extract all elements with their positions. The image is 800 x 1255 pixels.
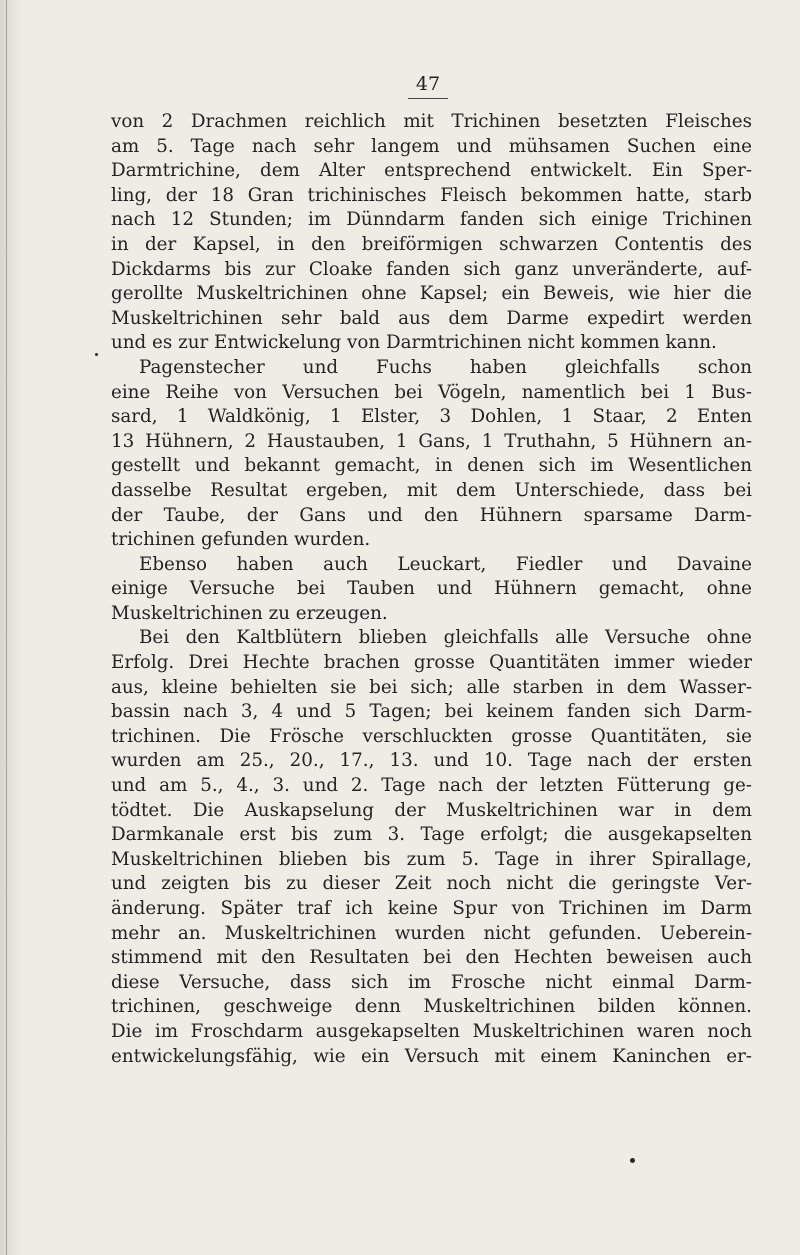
text-line: ling, der 18 Gran trichinisches Fleisch bekommen hatte, starb — [111, 184, 752, 206]
text-line: und am 5., 4., 3. und 2. Tage nach der letzten Fütterung ge- — [111, 775, 752, 797]
text-line: Muskeltrichinen sehr bald aus dem Darme expedirt werden — [111, 307, 752, 329]
text-line: trichinen, geschweige denn Muskeltrichinen bilden können. — [111, 996, 752, 1018]
ink-speck — [95, 353, 98, 356]
text-line: nach 12 Stunden; im Dünndarm fanden sich einige Trichinen — [111, 209, 752, 231]
text-line: Darmkanale erst bis zum 3. Tage erfolgt; die ausgekapselten — [111, 824, 752, 846]
text-line: Darmtrichine, dem Alter entsprechend entwickelt. Ein Sper- — [111, 160, 752, 182]
text-line: stimmend mit den Resultaten bei den Hechten beweisen auch — [111, 947, 752, 969]
text-line: Erfolg. Drei Hechte brachen grosse Quantitäten immer wieder — [111, 652, 752, 674]
text-line: trichinen. Die Frösche verschluckten grosse Quantitäten, sie — [111, 725, 752, 747]
body-text — [111, 110, 752, 1069]
text-line: gestellt und bekannt gemacht, in denen sich im Wesentlichen — [111, 455, 752, 477]
text-line: Pagenstecher und Fuchs haben gleichfalls schon — [139, 356, 752, 378]
text-line: und zeigten bis zu dieser Zeit noch nicht die geringste Ver- — [111, 873, 752, 895]
text-line: der Taube, der Gans und den Hühnern sparsame Darm- — [111, 504, 752, 526]
text-line: Ebenso haben auch Leuckart, Fiedler und Davaine — [139, 553, 752, 575]
text-line: änderung. Später traf ich keine Spur von Trichinen im Darm — [111, 898, 752, 919]
text-line: mehr an. Muskeltrichinen wurden nicht gefunden. Ueberein- — [111, 922, 752, 944]
text-line: gerollte Muskeltrichinen ohne Kapsel; ein Beweis, wie hier die — [111, 283, 752, 305]
text-line: Muskeltrichinen blieben bis zum 5. Tage in ihrer Spirallage, — [111, 848, 752, 870]
page-gutter-shadow — [0, 0, 22, 1255]
text-line: und es zur Entwickelung von Darmtrichinen nicht kommen kann. — [111, 332, 717, 354]
text-line: eine Reihe von Versuchen bei Vögeln, namentlich bei 1 Bus- — [111, 381, 752, 403]
text-line: von 2 Drachmen reichlich mit Trichinen besetzten Fleisches — [111, 111, 752, 132]
ink-speck — [630, 1158, 635, 1163]
text-line: Bei den Kaltblütern blieben gleichfalls alle Versuche ohne — [139, 627, 752, 649]
page-number: 47 — [408, 72, 448, 99]
text-line: trichinen gefunden wurden. — [111, 529, 371, 551]
text-line: entwickelungsfähig, wie ein Versuch mit einem Kaninchen er- — [111, 1045, 752, 1067]
text-line: in der Kapsel, in den breiförmigen schwarzen Contentis des — [111, 233, 752, 255]
text-line: aus, kleine behielten sie bei sich; alle starben in dem Wasser- — [111, 676, 752, 698]
text-line: 13 Hühnern, 2 Haustauben, 1 Gans, 1 Truthahn, 5 Hühnern an- — [111, 430, 752, 452]
text-line: Die im Froschdarm ausgekapselten Muskeltrichinen waren noch — [111, 1020, 752, 1042]
text-line: sard, 1 Waldkönig, 1 Elster, 3 Dohlen, 1 Staar, 2 Enten — [111, 406, 752, 428]
text-line: bassin nach 3, 4 und 5 Tagen; bei keinem fanden sich Darm- — [111, 701, 752, 723]
text-line: wurden am 25., 20., 17., 13. und 10. Tage nach der ersten — [111, 750, 752, 772]
text-line: Muskeltrichinen zu erzeugen. — [111, 602, 388, 624]
page-edge-line — [6, 0, 7, 1255]
text-line: diese Versuche, dass sich im Frosche nicht einmal Darm- — [111, 971, 752, 993]
text-line: Dickdarms bis zur Cloake fanden sich ganz unveränderte, auf- — [111, 258, 752, 280]
text-line: tödtet. Die Auskapselung der Muskeltrichinen war in dem — [111, 799, 752, 821]
text-line: dasselbe Resultat ergeben, mit dem Unterschiede, dass bei — [111, 479, 752, 501]
text-line: am 5. Tage nach sehr langem und mühsamen Suchen eine — [111, 135, 752, 157]
text-line: einige Versuche bei Tauben und Hühnern gemacht, ohne — [111, 578, 752, 600]
